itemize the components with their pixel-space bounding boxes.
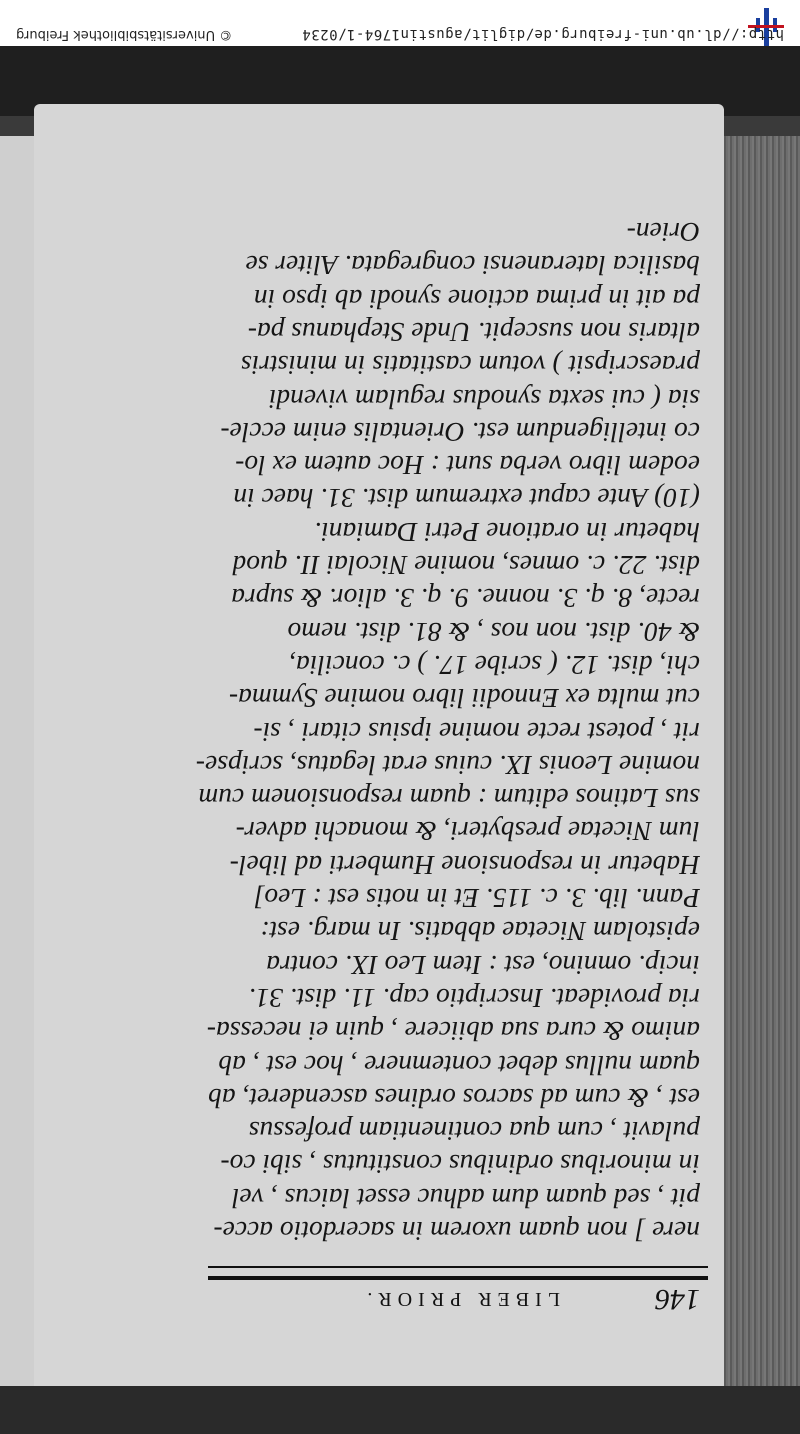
copyright-notice: © Universitätsbibliothek Freiburg [16,27,233,42]
page-content [40,170,720,1320]
text-line: eodem libro verba sunt : Hoc autem ex lo- [235,450,700,482]
scan-bottom-edge [0,1386,800,1434]
text-line: epistolam Nicetae abbatis. In marg. est: [260,916,700,948]
text-line: praescripsit ) votum castitatis in ministris [240,350,700,382]
text-line: nomine Leonis IX. cuius erat legatus, scripse- [195,749,700,781]
text-line: cut multa ex Ennodii libro nomine Symma- [229,683,700,715]
text-line: sia ( cui sexta synodus regulam vivendi [268,383,700,415]
book-page-edges [722,136,800,1434]
text-line: (10) Ante caput extremum dist. 31. haec in [233,483,700,515]
text-line: Habetur in responsione Humberti ad libel- [229,849,700,881]
text-line: chi, dist. 12. ( scribe 17. ) c. concilia, [289,649,700,681]
text-line: lum Nicetae presbyteri, & monachi adver- [235,816,700,848]
text-line: Pann. lib. 3. c. 115. Et in notis est : Leo] [253,883,700,915]
text-line: animo & cura sua abiicere , quin ei necessa- [206,1016,700,1048]
text-line: rit , potest recte nomine ipsius citari , si- [253,716,700,748]
header-rule-thin [208,1266,708,1268]
header-bar [0,0,800,46]
page-number: 146 [655,1283,700,1316]
source-url[interactable]: http://dl.ub.uni-freiburg.de/diglit/agustin1764-1/0234 [301,26,784,42]
facing-page-edge [0,136,34,1426]
text-line: nere ] non quam uxorem in sacerdotio acce- [213,1216,700,1247]
text-line: pa ait in prima actione synodi ab ipso in [253,283,700,315]
text-line: Orien- [626,217,700,249]
text-line: basilica lateranensi congregata. Aliter se [245,250,700,282]
text-line: dist. 22. c. omnes, nomine Nicolai II. quod [232,550,700,582]
text-line: in minoribus ordinibus constitutus , sibi co- [220,1149,700,1181]
text-line: & 40. dist. non nos , & 81. dist. nemo [287,616,700,648]
text-line: quam nullus debet contemnere , hoc est , ab [218,1049,700,1081]
body-text [40,216,700,1248]
text-line: est , & cum ad sacros ordines ascenderet, ab [208,1082,700,1114]
text-line: co intelligendum est. Orientalis enim eccle- [220,416,700,448]
text-line: recte, 8. q. 3. nonne. 9. q. 3. alior. & supra [231,583,700,615]
text-line: ria provideat. Inscriptio cap. 11. dist. 31. [248,982,700,1014]
text-line: pit , sed quam dum adhuc esset laicus , vel [231,1182,700,1214]
text-line: sus Latinos editum : quam responsionem cum [198,783,700,815]
text-line: habetur in oratione Petri Damiani. [314,516,700,548]
text-line: incip. omnino, est : Item Leo IX. contra [266,949,700,981]
text-line: altaris non suscepit. Unde Stephanus pa- [247,316,700,348]
running-head [200,1280,720,1320]
running-title: LIBER PRIOR. [361,1288,560,1310]
text-line: pulavit , cum qua continentiam professus [248,1116,700,1148]
header-rule-thick [208,1276,708,1280]
